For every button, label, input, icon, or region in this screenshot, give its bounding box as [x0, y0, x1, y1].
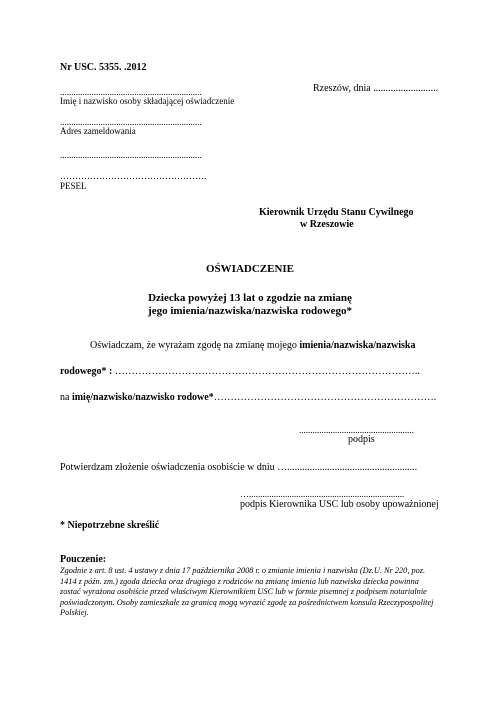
name-line[interactable]: ...............................................................: [60, 87, 202, 97]
declaration-line1: [90, 340, 416, 351]
place-date[interactable]: Rzeszów, dnia ..........................: [313, 83, 439, 94]
declaration-line3: [60, 392, 436, 403]
addressee-line2: w Rzeszowie: [300, 219, 354, 230]
subtitle-line1: Dziecka powyżej 13 lat o zgodzie na zmianę: [148, 292, 352, 304]
confirmation-text[interactable]: Potwierdzam złożenie oświadczenia osobiście w dniu …....................................................: [60, 462, 418, 473]
birth-name-label: rodowego* :: [60, 366, 113, 377]
new-name-options: imię/nazwisko/nazwisko rodowe*: [71, 392, 214, 403]
addressee-line1: Kierownik Urzędu Stanu Cywilnego: [259, 207, 414, 218]
address-line-2[interactable]: ...............................................................: [60, 150, 202, 160]
name-label: Imię i nazwisko osoby składającej oświadczenie: [60, 96, 235, 106]
declaration-line2: [60, 366, 420, 377]
new-name-fill[interactable]: ………………………………………………………….: [213, 392, 437, 403]
address-label: Adres zameldowania: [60, 126, 136, 136]
signature-line[interactable]: ...................................................: [299, 425, 414, 435]
footnote: * Niepotrzebne skreślić: [60, 520, 160, 531]
current-name-fill[interactable]: ………………………………………………………………………………..: [112, 366, 420, 377]
document-title: OŚWIADCZENIE: [205, 263, 295, 275]
pesel-label: PESEL: [60, 181, 87, 191]
notice-text: Zgodnie z art. 8 ust. 4 ustawy z dnia 17 października 2008 r. o zmianie imienia i nazwiska (Dz.U. Nr 220, poz. 1414 z późn. zm.) zgoda dziecka oraz drugiego z rodziców na zmianę imienia lub nazwiska dziecka powinna zostać wyrażona osobiście przed właściwym Kierownikiem USC lub w formie pisemnej z podpisem notarialnie poświadczonym. Osoby zamieszkałe za granicą mogą wyrazić zgodę za pośrednictwem konsula Rzeczypospolitej Polskiej.: [60, 566, 434, 617]
signature-label: podpis: [348, 434, 375, 445]
pesel-line[interactable]: ………………………………………….: [60, 171, 207, 181]
registrar-signature-label: podpis Kierownika USC lub osoby upoważnionej: [240, 499, 439, 510]
address-line[interactable]: ...............................................................: [60, 117, 202, 127]
declaration-options: imienia/nazwiska/nazwiska: [299, 340, 416, 351]
subtitle-line2: jego imienia/nazwiska/nazwiska rodowego*: [148, 305, 352, 317]
notice-heading: Pouczenie:: [60, 554, 107, 565]
registrar-signature-line[interactable]: ….....................................................................: [240, 489, 405, 499]
declaration-text: Oświadczam, że wyrażam zgodę na zmianę mojego: [90, 340, 300, 351]
case-number: Nr USC. 5355. .2012: [60, 62, 147, 73]
new-name-prefix: na: [60, 392, 72, 403]
